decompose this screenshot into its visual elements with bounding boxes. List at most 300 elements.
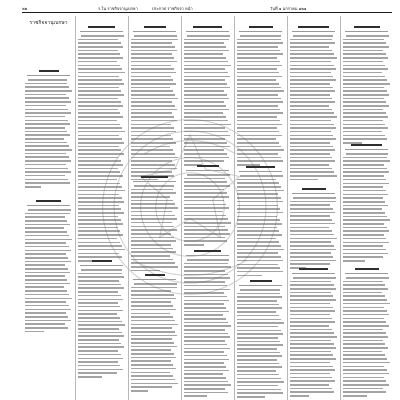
- text-line: [78, 153, 124, 155]
- text-line: [78, 346, 124, 348]
- text-line: [184, 318, 226, 320]
- text-line: [131, 171, 172, 173]
- text-line: [184, 196, 229, 198]
- text-line: [25, 186, 41, 188]
- text-line: [184, 160, 224, 162]
- text-line: [78, 358, 123, 360]
- section-heading: [181, 248, 234, 254]
- text-line: [131, 72, 176, 74]
- text-line: [25, 171, 71, 173]
- text-line: [237, 381, 284, 383]
- text-line: [237, 252, 278, 254]
- text-line: [290, 263, 330, 265]
- text-line: [240, 175, 283, 177]
- text-line: [131, 383, 178, 385]
- text-line: [78, 175, 123, 177]
- text-line: [131, 372, 170, 374]
- text-line: [25, 120, 68, 122]
- text-line: [290, 238, 337, 240]
- text-line: [184, 218, 228, 220]
- text-line: [78, 135, 119, 137]
- text-line: [25, 213, 70, 215]
- text-line: [184, 138, 225, 140]
- text-line: [131, 290, 171, 292]
- text-line: [78, 313, 117, 315]
- text-line: [184, 281, 225, 283]
- text-line: [25, 309, 71, 311]
- text-line: [343, 39, 384, 41]
- text-line: [290, 260, 336, 262]
- text-line: [131, 98, 178, 100]
- text-line: [237, 135, 282, 137]
- text-line: [184, 395, 207, 397]
- text-line: [237, 363, 279, 365]
- article-text-block: [290, 35, 337, 183]
- text-line: [78, 186, 122, 188]
- text-line: [131, 160, 172, 162]
- text-line: [184, 79, 225, 81]
- text-line: [131, 368, 176, 370]
- text-line: [290, 223, 335, 225]
- text-line: [237, 352, 280, 354]
- text-line: [131, 90, 173, 92]
- text-line: [290, 215, 330, 217]
- text-line: [290, 116, 337, 118]
- text-line: [290, 329, 332, 331]
- text-line: [184, 340, 225, 342]
- section-heading: [128, 272, 181, 278]
- text-line: [184, 192, 227, 194]
- text-line: [237, 374, 279, 376]
- text-line: [78, 299, 123, 301]
- text-line: [134, 283, 177, 285]
- text-line: [131, 200, 173, 202]
- text-line: [290, 149, 335, 151]
- text-line: [25, 182, 70, 184]
- text-line: [78, 127, 122, 129]
- text-line: [346, 153, 388, 155]
- text-line: [25, 239, 72, 241]
- text-line: [290, 288, 336, 290]
- text-line: [184, 351, 224, 353]
- text-line: [184, 149, 224, 151]
- text-line: [237, 146, 281, 148]
- text-line: [343, 175, 384, 177]
- text-line: [131, 105, 175, 107]
- text-line: [184, 377, 226, 379]
- text-line: [184, 116, 226, 118]
- article-text-block: [343, 277, 390, 399]
- text-line: [25, 127, 65, 129]
- text-line: [290, 292, 331, 294]
- text-line: [237, 153, 278, 155]
- text-line: [237, 83, 279, 85]
- article-text-block: [290, 197, 337, 271]
- text-line: [237, 307, 282, 309]
- text-line: [131, 135, 171, 137]
- text-line: [184, 392, 228, 394]
- text-line: [290, 325, 329, 327]
- text-line: [343, 205, 388, 207]
- text-line: [25, 264, 65, 266]
- text-line: [343, 50, 383, 52]
- text-line: [131, 229, 177, 231]
- text-line: [25, 250, 71, 252]
- text-line: [343, 351, 382, 353]
- text-line: [25, 294, 69, 296]
- text-line: [184, 366, 226, 368]
- text-line: [343, 179, 386, 181]
- text-line: [343, 321, 386, 323]
- text-line: [290, 234, 334, 236]
- text-line: [290, 252, 331, 254]
- header-center-text: ประกาศ ราชกิจจา หน้า: [152, 6, 193, 11]
- text-line: [343, 164, 384, 166]
- text-line: [184, 42, 224, 44]
- text-line: [131, 46, 175, 48]
- text-line: [237, 76, 282, 78]
- text-line: [237, 223, 282, 225]
- text-line: [237, 238, 276, 240]
- text-line: [293, 277, 336, 279]
- text-line: [237, 112, 283, 114]
- text-line: [131, 301, 171, 303]
- text-line: [290, 90, 335, 92]
- text-line: [343, 57, 388, 59]
- column-divider: [340, 16, 341, 400]
- text-line: [343, 109, 383, 111]
- text-line: [343, 362, 390, 364]
- text-line: [343, 377, 384, 379]
- text-line: [78, 350, 118, 352]
- text-line: [78, 287, 124, 289]
- text-line: [343, 332, 386, 334]
- text-line: [184, 90, 224, 92]
- text-line: [131, 324, 178, 326]
- text-line: [290, 369, 335, 371]
- text-line: [237, 249, 284, 251]
- text-line: [184, 46, 226, 48]
- text-line: [25, 83, 67, 85]
- text-line: [237, 378, 281, 380]
- text-line: [343, 340, 383, 342]
- text-line: [78, 149, 121, 151]
- text-line: [184, 270, 225, 272]
- text-line: [237, 330, 281, 332]
- text-line: [78, 171, 120, 173]
- text-line: [237, 120, 280, 122]
- text-line: [25, 145, 69, 147]
- text-line: [184, 61, 228, 63]
- text-line: [290, 109, 332, 111]
- text-line: [131, 127, 174, 129]
- article-text-block: [237, 289, 284, 400]
- text-line: [290, 362, 330, 364]
- text-line: [25, 138, 64, 140]
- text-line: [28, 79, 67, 81]
- text-line: [237, 72, 279, 74]
- text-line: [343, 79, 387, 81]
- text-line: [290, 46, 329, 48]
- text-line: [131, 138, 173, 140]
- text-line: [343, 216, 387, 218]
- text-line: [290, 358, 336, 360]
- text-line: [237, 101, 283, 103]
- text-line: [237, 359, 277, 361]
- text-line: [237, 341, 280, 343]
- text-line: [131, 390, 148, 392]
- text-line: [78, 230, 120, 232]
- text-line: [25, 105, 66, 107]
- text-line: [290, 284, 334, 286]
- text-line: [290, 343, 334, 345]
- text-line: [290, 160, 335, 162]
- text-line: [237, 79, 276, 81]
- text-line: [78, 372, 117, 374]
- text-line: [237, 186, 281, 188]
- text-line: [290, 241, 331, 243]
- text-line: [25, 123, 70, 125]
- text-line: [78, 361, 118, 363]
- text-line: [237, 179, 276, 181]
- text-line: [237, 190, 284, 192]
- text-line: [237, 142, 279, 144]
- text-line: [293, 197, 336, 199]
- text-line: [290, 142, 330, 144]
- text-line: [184, 277, 230, 279]
- article-text-block: [25, 79, 72, 190]
- text-line: [184, 207, 229, 209]
- text-line: [237, 234, 282, 236]
- text-line: [78, 142, 124, 144]
- text-line: [187, 35, 230, 37]
- section-heading: [181, 24, 234, 30]
- text-line: [184, 131, 228, 133]
- text-line: [78, 124, 120, 126]
- text-line: [290, 340, 331, 342]
- text-line: [290, 131, 331, 133]
- text-line: [131, 215, 175, 217]
- text-line: [78, 302, 118, 304]
- text-line: [290, 68, 336, 70]
- text-line: [25, 134, 70, 136]
- text-line: [237, 46, 278, 48]
- text-line: [343, 61, 383, 63]
- text-line: [184, 229, 228, 231]
- text-line: [78, 273, 122, 275]
- text-line: [184, 127, 225, 129]
- text-line: [343, 90, 387, 92]
- text-line: [343, 201, 385, 203]
- text-line: [237, 98, 281, 100]
- text-line: [131, 244, 171, 246]
- text-line: [184, 83, 227, 85]
- text-line: [131, 39, 178, 41]
- text-line: [131, 335, 177, 337]
- text-line: [78, 76, 119, 78]
- text-line: [343, 135, 385, 137]
- column-1: [22, 16, 75, 400]
- text-line: [78, 280, 119, 282]
- text-line: [131, 338, 172, 340]
- text-line: [290, 83, 330, 85]
- text-line: [78, 157, 118, 159]
- text-line: [25, 235, 69, 237]
- text-line: [131, 203, 175, 205]
- text-line: [25, 160, 71, 162]
- section-heading: [234, 24, 287, 30]
- text-line: [237, 304, 279, 306]
- column-divider: [128, 16, 129, 400]
- text-line: [237, 256, 281, 258]
- text-line: [237, 275, 262, 277]
- text-line: [131, 357, 176, 359]
- text-line: [343, 245, 383, 247]
- text-line: [184, 178, 225, 180]
- text-line: [184, 153, 227, 155]
- text-line: [290, 377, 332, 379]
- column-divider: [75, 16, 76, 400]
- text-line: [343, 46, 389, 48]
- text-line: [78, 249, 125, 251]
- text-line: [237, 315, 279, 317]
- section-heading: [22, 198, 75, 204]
- text-line: [131, 313, 170, 315]
- text-line: [131, 386, 172, 388]
- text-line: [184, 204, 226, 206]
- text-line: [290, 98, 332, 100]
- text-line: [343, 384, 389, 386]
- text-line: [131, 287, 177, 289]
- text-line: [343, 256, 383, 258]
- text-line: [343, 124, 385, 126]
- text-line: [290, 310, 335, 312]
- text-line: [237, 68, 277, 70]
- text-line: [343, 53, 386, 55]
- text-line: [184, 226, 225, 228]
- text-line: [343, 186, 383, 188]
- article-text-block: [184, 35, 231, 168]
- text-line: [78, 39, 118, 41]
- section-heading: [340, 142, 393, 148]
- text-line: [131, 353, 174, 355]
- text-line: [290, 299, 336, 301]
- text-line: [343, 105, 389, 107]
- text-line: [237, 61, 280, 63]
- text-line: [343, 227, 387, 229]
- text-line: [343, 299, 387, 301]
- text-line: [290, 230, 332, 232]
- section-heading: [287, 186, 340, 192]
- text-line: [184, 373, 223, 375]
- text-line: [78, 131, 125, 133]
- text-line: [25, 320, 71, 322]
- text-line: [131, 196, 170, 198]
- text-line: [78, 317, 120, 319]
- text-line: [184, 87, 230, 89]
- text-line: [78, 83, 124, 85]
- text-line: [131, 298, 176, 300]
- text-line: [290, 245, 334, 247]
- text-line: [78, 321, 122, 323]
- text-line: [131, 120, 177, 122]
- text-line: [343, 238, 386, 240]
- text-line: [25, 116, 65, 118]
- text-line: [25, 168, 68, 170]
- text-line: [237, 241, 279, 243]
- article-text-block: [131, 35, 178, 183]
- text-line: [290, 112, 334, 114]
- text-line: [184, 50, 229, 52]
- text-line: [184, 296, 227, 298]
- text-line: [343, 127, 388, 129]
- text-line: [343, 208, 382, 210]
- text-line: [78, 79, 122, 81]
- text-line: [131, 379, 175, 381]
- text-line: [290, 249, 336, 251]
- text-line: [290, 351, 331, 353]
- text-line: [237, 39, 281, 41]
- text-line: [78, 46, 123, 48]
- text-line: [134, 185, 174, 187]
- text-line: [343, 190, 386, 192]
- text-line: [290, 281, 331, 283]
- text-line: [343, 160, 390, 162]
- column-divider: [234, 16, 235, 400]
- text-line: [290, 138, 336, 140]
- text-line: [237, 296, 282, 298]
- text-line: [237, 53, 283, 55]
- text-line: [237, 42, 283, 44]
- text-line: [237, 182, 279, 184]
- text-line: [237, 149, 284, 151]
- text-line: [290, 171, 334, 173]
- text-line: [184, 325, 231, 327]
- text-line: [25, 312, 66, 314]
- text-line: [78, 328, 119, 330]
- text-line: [184, 98, 229, 100]
- text-line: [25, 257, 68, 259]
- column-5: [234, 16, 287, 400]
- text-line: [25, 298, 72, 300]
- text-line: [131, 94, 175, 96]
- text-line: [81, 35, 124, 37]
- text-line: [290, 146, 333, 148]
- text-line: [237, 366, 282, 368]
- text-line: [343, 72, 382, 74]
- text-line: [25, 290, 67, 292]
- text-line: [131, 375, 173, 377]
- article-text-block: [290, 277, 337, 399]
- text-line: [25, 301, 66, 303]
- text-line: [184, 39, 229, 41]
- text-line: [78, 183, 120, 185]
- text-line: [290, 391, 334, 393]
- text-line: [290, 153, 330, 155]
- text-line: [78, 354, 121, 356]
- text-line: [131, 237, 174, 239]
- column-divider: [181, 16, 182, 400]
- text-line: [237, 94, 278, 96]
- text-line: [290, 212, 335, 214]
- text-line: [290, 79, 336, 81]
- article-text-block: [184, 259, 231, 399]
- text-line: [343, 253, 388, 255]
- text-line: [237, 208, 280, 210]
- text-line: [25, 242, 66, 244]
- text-line: [237, 127, 277, 129]
- text-line: [290, 124, 334, 126]
